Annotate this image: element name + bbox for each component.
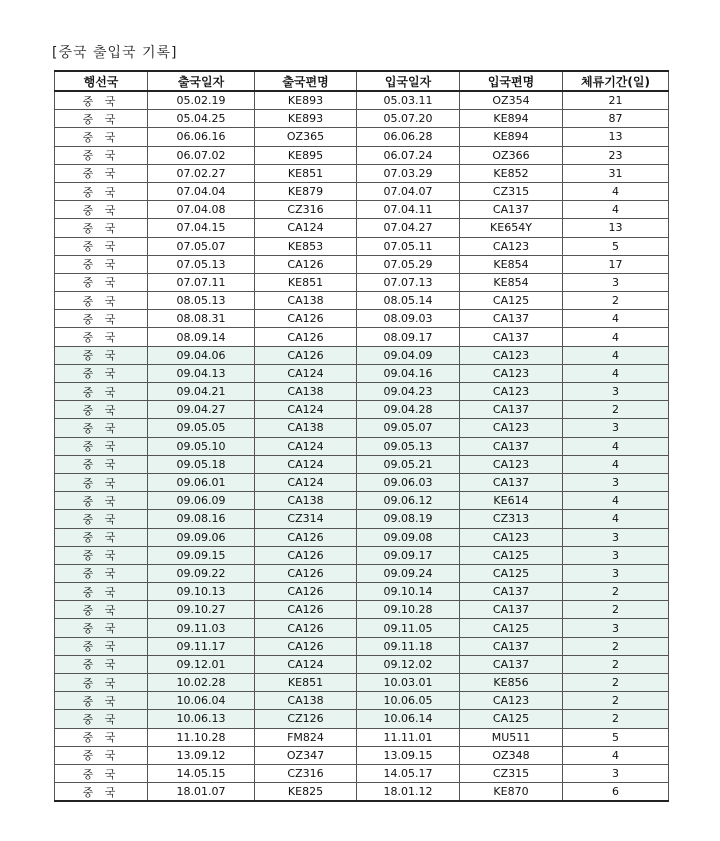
header-arrival-flight: 입국편명 [460, 71, 563, 91]
cell-destination: 중 국 [55, 273, 148, 291]
cell-destination: 중 국 [55, 219, 148, 237]
cell-departure-flight: KE893 [255, 110, 357, 128]
cell-arrival-flight: CA125 [460, 710, 563, 728]
cell-departure-date: 09.10.27 [148, 601, 255, 619]
header-arrival-date: 입국일자 [357, 71, 460, 91]
cell-arrival-flight: KE870 [460, 783, 563, 802]
travel-records-table [54, 70, 669, 802]
table-row [55, 292, 669, 310]
cell-arrival-flight: MU511 [460, 728, 563, 746]
cell-arrival-date: 05.07.20 [357, 110, 460, 128]
cell-stay-days: 4 [563, 510, 669, 528]
cell-destination: 중 국 [55, 164, 148, 182]
cell-arrival-flight: CA123 [460, 237, 563, 255]
cell-departure-flight: CA138 [255, 383, 357, 401]
cell-departure-flight: OZ365 [255, 128, 357, 146]
table-row [55, 583, 669, 601]
cell-stay-days: 5 [563, 237, 669, 255]
cell-arrival-date: 07.05.11 [357, 237, 460, 255]
cell-departure-date: 07.02.27 [148, 164, 255, 182]
cell-departure-date: 14.05.15 [148, 764, 255, 782]
cell-destination: 중 국 [55, 692, 148, 710]
cell-stay-days: 2 [563, 401, 669, 419]
cell-stay-days: 23 [563, 146, 669, 164]
cell-departure-date: 13.09.12 [148, 746, 255, 764]
cell-stay-days: 4 [563, 455, 669, 473]
cell-destination: 중 국 [55, 91, 148, 110]
cell-departure-date: 05.04.25 [148, 110, 255, 128]
cell-stay-days: 4 [563, 437, 669, 455]
cell-destination: 중 국 [55, 401, 148, 419]
cell-departure-flight: CA124 [255, 437, 357, 455]
cell-arrival-date: 11.11.01 [357, 728, 460, 746]
table-row [55, 619, 669, 637]
cell-stay-days: 2 [563, 655, 669, 673]
cell-departure-flight: KE893 [255, 91, 357, 110]
cell-arrival-date: 07.07.13 [357, 273, 460, 291]
header-departure-flight: 출국편명 [255, 71, 357, 91]
cell-destination: 중 국 [55, 655, 148, 673]
cell-stay-days: 3 [563, 473, 669, 491]
cell-arrival-date: 07.04.27 [357, 219, 460, 237]
cell-destination: 중 국 [55, 637, 148, 655]
cell-arrival-flight: CA137 [460, 583, 563, 601]
cell-departure-date: 09.11.03 [148, 619, 255, 637]
cell-departure-date: 07.07.11 [148, 273, 255, 291]
table-row [55, 546, 669, 564]
cell-arrival-flight: KE614 [460, 492, 563, 510]
cell-departure-flight: CA126 [255, 583, 357, 601]
cell-arrival-date: 09.10.28 [357, 601, 460, 619]
table-row [55, 746, 669, 764]
header-departure-date: 출국일자 [148, 71, 255, 91]
cell-departure-flight: CA126 [255, 255, 357, 273]
table-row [55, 91, 669, 110]
cell-departure-date: 09.09.15 [148, 546, 255, 564]
table-row [55, 674, 669, 692]
table-row [55, 764, 669, 782]
cell-stay-days: 2 [563, 601, 669, 619]
cell-arrival-date: 08.05.14 [357, 292, 460, 310]
cell-stay-days: 2 [563, 583, 669, 601]
table-row [55, 273, 669, 291]
cell-departure-flight: CA126 [255, 528, 357, 546]
cell-departure-date: 09.06.09 [148, 492, 255, 510]
cell-arrival-date: 09.05.07 [357, 419, 460, 437]
cell-departure-date: 08.08.31 [148, 310, 255, 328]
table-row [55, 237, 669, 255]
cell-departure-date: 09.08.16 [148, 510, 255, 528]
cell-arrival-flight: CZ313 [460, 510, 563, 528]
table-row [55, 364, 669, 382]
cell-departure-date: 09.06.01 [148, 473, 255, 491]
cell-arrival-date: 06.07.24 [357, 146, 460, 164]
cell-departure-flight: KE851 [255, 273, 357, 291]
cell-departure-date: 07.05.13 [148, 255, 255, 273]
table-body [55, 91, 669, 801]
cell-stay-days: 87 [563, 110, 669, 128]
cell-departure-date: 08.09.14 [148, 328, 255, 346]
table-row [55, 128, 669, 146]
table-row [55, 219, 669, 237]
cell-stay-days: 2 [563, 674, 669, 692]
cell-departure-date: 07.05.07 [148, 237, 255, 255]
cell-departure-flight: CA138 [255, 692, 357, 710]
cell-destination: 중 국 [55, 528, 148, 546]
cell-arrival-date: 18.01.12 [357, 783, 460, 802]
table-row [55, 710, 669, 728]
table-row [55, 528, 669, 546]
cell-departure-flight: CA126 [255, 328, 357, 346]
cell-departure-date: 09.04.13 [148, 364, 255, 382]
cell-arrival-date: 10.06.05 [357, 692, 460, 710]
cell-destination: 중 국 [55, 146, 148, 164]
table-row [55, 455, 669, 473]
table-row [55, 692, 669, 710]
cell-arrival-flight: OZ348 [460, 746, 563, 764]
cell-departure-date: 06.06.16 [148, 128, 255, 146]
cell-arrival-date: 09.06.03 [357, 473, 460, 491]
cell-arrival-flight: CA137 [460, 601, 563, 619]
cell-destination: 중 국 [55, 473, 148, 491]
cell-departure-date: 09.09.06 [148, 528, 255, 546]
cell-destination: 중 국 [55, 237, 148, 255]
table-row [55, 255, 669, 273]
cell-stay-days: 3 [563, 419, 669, 437]
cell-arrival-flight: CA123 [460, 346, 563, 364]
cell-departure-flight: CA126 [255, 546, 357, 564]
cell-arrival-date: 09.04.23 [357, 383, 460, 401]
cell-destination: 중 국 [55, 419, 148, 437]
cell-departure-flight: CA126 [255, 310, 357, 328]
cell-departure-flight: OZ347 [255, 746, 357, 764]
cell-destination: 중 국 [55, 764, 148, 782]
cell-arrival-flight: KE854 [460, 255, 563, 273]
cell-stay-days: 13 [563, 128, 669, 146]
cell-departure-date: 09.04.27 [148, 401, 255, 419]
header-row [55, 71, 669, 91]
cell-departure-flight: CZ316 [255, 764, 357, 782]
cell-stay-days: 3 [563, 528, 669, 546]
cell-stay-days: 3 [563, 764, 669, 782]
table-row [55, 564, 669, 582]
cell-arrival-date: 14.05.17 [357, 764, 460, 782]
cell-stay-days: 5 [563, 728, 669, 746]
cell-departure-flight: KE895 [255, 146, 357, 164]
cell-departure-flight: KE851 [255, 674, 357, 692]
cell-stay-days: 4 [563, 182, 669, 200]
cell-arrival-date: 08.09.17 [357, 328, 460, 346]
cell-stay-days: 4 [563, 310, 669, 328]
cell-arrival-date: 07.03.29 [357, 164, 460, 182]
cell-arrival-flight: OZ354 [460, 91, 563, 110]
cell-departure-flight: CZ316 [255, 201, 357, 219]
cell-departure-flight: KE879 [255, 182, 357, 200]
cell-stay-days: 3 [563, 273, 669, 291]
cell-departure-date: 09.09.22 [148, 564, 255, 582]
cell-arrival-date: 09.06.12 [357, 492, 460, 510]
cell-departure-date: 07.04.15 [148, 219, 255, 237]
table-row [55, 728, 669, 746]
cell-arrival-date: 08.09.03 [357, 310, 460, 328]
cell-arrival-flight: CA123 [460, 364, 563, 382]
cell-arrival-flight: OZ366 [460, 146, 563, 164]
cell-departure-date: 07.04.08 [148, 201, 255, 219]
cell-departure-flight: CA126 [255, 564, 357, 582]
cell-destination: 중 국 [55, 346, 148, 364]
cell-arrival-flight: KE894 [460, 110, 563, 128]
cell-arrival-date: 09.04.09 [357, 346, 460, 364]
cell-departure-date: 10.06.04 [148, 692, 255, 710]
cell-departure-date: 09.05.10 [148, 437, 255, 455]
table-row [55, 201, 669, 219]
cell-stay-days: 2 [563, 637, 669, 655]
cell-stay-days: 4 [563, 364, 669, 382]
cell-arrival-date: 09.09.17 [357, 546, 460, 564]
table-row [55, 437, 669, 455]
cell-arrival-date: 06.06.28 [357, 128, 460, 146]
table-row [55, 601, 669, 619]
cell-destination: 중 국 [55, 383, 148, 401]
cell-stay-days: 4 [563, 346, 669, 364]
cell-departure-flight: KE825 [255, 783, 357, 802]
cell-destination: 중 국 [55, 746, 148, 764]
cell-arrival-flight: CA137 [460, 437, 563, 455]
cell-arrival-flight: CA137 [460, 201, 563, 219]
cell-departure-flight: CA126 [255, 346, 357, 364]
cell-stay-days: 21 [563, 91, 669, 110]
table-row [55, 182, 669, 200]
cell-departure-date: 11.10.28 [148, 728, 255, 746]
cell-stay-days: 3 [563, 619, 669, 637]
cell-departure-flight: CA124 [255, 655, 357, 673]
cell-departure-flight: CA124 [255, 473, 357, 491]
cell-arrival-date: 07.04.11 [357, 201, 460, 219]
cell-arrival-flight: CA125 [460, 564, 563, 582]
cell-departure-date: 06.07.02 [148, 146, 255, 164]
cell-stay-days: 13 [563, 219, 669, 237]
cell-arrival-flight: KE856 [460, 674, 563, 692]
cell-departure-flight: CA126 [255, 637, 357, 655]
cell-stay-days: 31 [563, 164, 669, 182]
cell-arrival-flight: CA123 [460, 692, 563, 710]
cell-destination: 중 국 [55, 564, 148, 582]
cell-departure-date: 09.11.17 [148, 637, 255, 655]
cell-arrival-flight: KE654Y [460, 219, 563, 237]
cell-departure-date: 09.12.01 [148, 655, 255, 673]
cell-destination: 중 국 [55, 201, 148, 219]
cell-destination: 중 국 [55, 292, 148, 310]
table-row [55, 346, 669, 364]
cell-arrival-date: 09.10.14 [357, 583, 460, 601]
table-row [55, 637, 669, 655]
cell-arrival-date: 09.08.19 [357, 510, 460, 528]
cell-arrival-flight: CA125 [460, 619, 563, 637]
cell-arrival-date: 07.05.29 [357, 255, 460, 273]
cell-departure-flight: CA126 [255, 619, 357, 637]
cell-stay-days: 4 [563, 492, 669, 510]
cell-stay-days: 2 [563, 692, 669, 710]
cell-arrival-flight: CA125 [460, 292, 563, 310]
document-title: [중국 출입국 기록] [52, 45, 178, 61]
cell-arrival-date: 09.09.24 [357, 564, 460, 582]
cell-arrival-flight: CA123 [460, 528, 563, 546]
cell-departure-flight: CA124 [255, 401, 357, 419]
cell-arrival-date: 10.03.01 [357, 674, 460, 692]
cell-destination: 중 국 [55, 455, 148, 473]
table-row [55, 401, 669, 419]
cell-arrival-flight: KE854 [460, 273, 563, 291]
cell-destination: 중 국 [55, 255, 148, 273]
header-destination: 행선국 [55, 71, 148, 91]
cell-departure-date: 09.04.06 [148, 346, 255, 364]
cell-departure-flight: CA138 [255, 419, 357, 437]
cell-arrival-flight: CA137 [460, 328, 563, 346]
table-row [55, 492, 669, 510]
cell-stay-days: 4 [563, 201, 669, 219]
header-stay-days: 체류기간(일) [563, 71, 669, 91]
cell-destination: 중 국 [55, 783, 148, 802]
cell-arrival-flight: CZ315 [460, 764, 563, 782]
cell-departure-flight: CA124 [255, 364, 357, 382]
table-row [55, 473, 669, 491]
cell-arrival-flight: CA137 [460, 310, 563, 328]
cell-arrival-date: 09.04.16 [357, 364, 460, 382]
cell-arrival-date: 05.03.11 [357, 91, 460, 110]
cell-departure-date: 08.05.13 [148, 292, 255, 310]
cell-stay-days: 3 [563, 383, 669, 401]
table-row [55, 655, 669, 673]
cell-departure-date: 09.05.18 [148, 455, 255, 473]
cell-stay-days: 2 [563, 710, 669, 728]
cell-arrival-flight: CZ315 [460, 182, 563, 200]
cell-departure-flight: CA138 [255, 292, 357, 310]
table-row [55, 783, 669, 802]
cell-departure-flight: CA124 [255, 219, 357, 237]
cell-destination: 중 국 [55, 110, 148, 128]
cell-departure-date: 18.01.07 [148, 783, 255, 802]
cell-arrival-flight: CA125 [460, 546, 563, 564]
cell-destination: 중 국 [55, 728, 148, 746]
cell-destination: 중 국 [55, 583, 148, 601]
cell-arrival-date: 09.04.28 [357, 401, 460, 419]
table-row [55, 310, 669, 328]
cell-departure-flight: CZ126 [255, 710, 357, 728]
cell-stay-days: 3 [563, 564, 669, 582]
cell-stay-days: 17 [563, 255, 669, 273]
cell-departure-flight: CA126 [255, 601, 357, 619]
table-row [55, 419, 669, 437]
table-row [55, 110, 669, 128]
cell-destination: 중 국 [55, 674, 148, 692]
cell-stay-days: 2 [563, 292, 669, 310]
cell-destination: 중 국 [55, 310, 148, 328]
cell-stay-days: 3 [563, 546, 669, 564]
cell-arrival-date: 07.04.07 [357, 182, 460, 200]
table-row [55, 328, 669, 346]
cell-destination: 중 국 [55, 601, 148, 619]
cell-arrival-flight: KE852 [460, 164, 563, 182]
cell-departure-date: 05.02.19 [148, 91, 255, 110]
cell-destination: 중 국 [55, 510, 148, 528]
cell-departure-date: 10.02.28 [148, 674, 255, 692]
table-row [55, 146, 669, 164]
cell-departure-date: 07.04.04 [148, 182, 255, 200]
cell-arrival-flight: CA137 [460, 637, 563, 655]
cell-arrival-date: 09.05.13 [357, 437, 460, 455]
cell-departure-flight: CA124 [255, 455, 357, 473]
cell-departure-flight: KE853 [255, 237, 357, 255]
cell-arrival-flight: CA123 [460, 455, 563, 473]
cell-arrival-date: 09.09.08 [357, 528, 460, 546]
cell-destination: 중 국 [55, 437, 148, 455]
cell-destination: 중 국 [55, 619, 148, 637]
cell-arrival-date: 10.06.14 [357, 710, 460, 728]
cell-departure-flight: FM824 [255, 728, 357, 746]
cell-arrival-flight: CA123 [460, 419, 563, 437]
cell-arrival-date: 09.05.21 [357, 455, 460, 473]
table-row [55, 510, 669, 528]
cell-departure-flight: CZ314 [255, 510, 357, 528]
cell-destination: 중 국 [55, 128, 148, 146]
cell-arrival-flight: CA137 [460, 655, 563, 673]
cell-arrival-date: 09.11.05 [357, 619, 460, 637]
cell-destination: 중 국 [55, 328, 148, 346]
cell-destination: 중 국 [55, 492, 148, 510]
cell-departure-date: 09.04.21 [148, 383, 255, 401]
cell-arrival-flight: KE894 [460, 128, 563, 146]
cell-departure-date: 09.05.05 [148, 419, 255, 437]
cell-arrival-flight: CA137 [460, 401, 563, 419]
cell-destination: 중 국 [55, 710, 148, 728]
cell-arrival-date: 09.11.18 [357, 637, 460, 655]
cell-arrival-date: 13.09.15 [357, 746, 460, 764]
cell-departure-flight: CA138 [255, 492, 357, 510]
cell-destination: 중 국 [55, 364, 148, 382]
cell-arrival-date: 09.12.02 [357, 655, 460, 673]
cell-stay-days: 4 [563, 746, 669, 764]
cell-departure-date: 10.06.13 [148, 710, 255, 728]
cell-stay-days: 6 [563, 783, 669, 802]
table-row [55, 383, 669, 401]
cell-departure-date: 09.10.13 [148, 583, 255, 601]
cell-departure-flight: KE851 [255, 164, 357, 182]
cell-destination: 중 국 [55, 546, 148, 564]
cell-destination: 중 국 [55, 182, 148, 200]
cell-arrival-flight: CA123 [460, 383, 563, 401]
cell-arrival-flight: CA137 [460, 473, 563, 491]
cell-stay-days: 4 [563, 328, 669, 346]
table-row [55, 164, 669, 182]
